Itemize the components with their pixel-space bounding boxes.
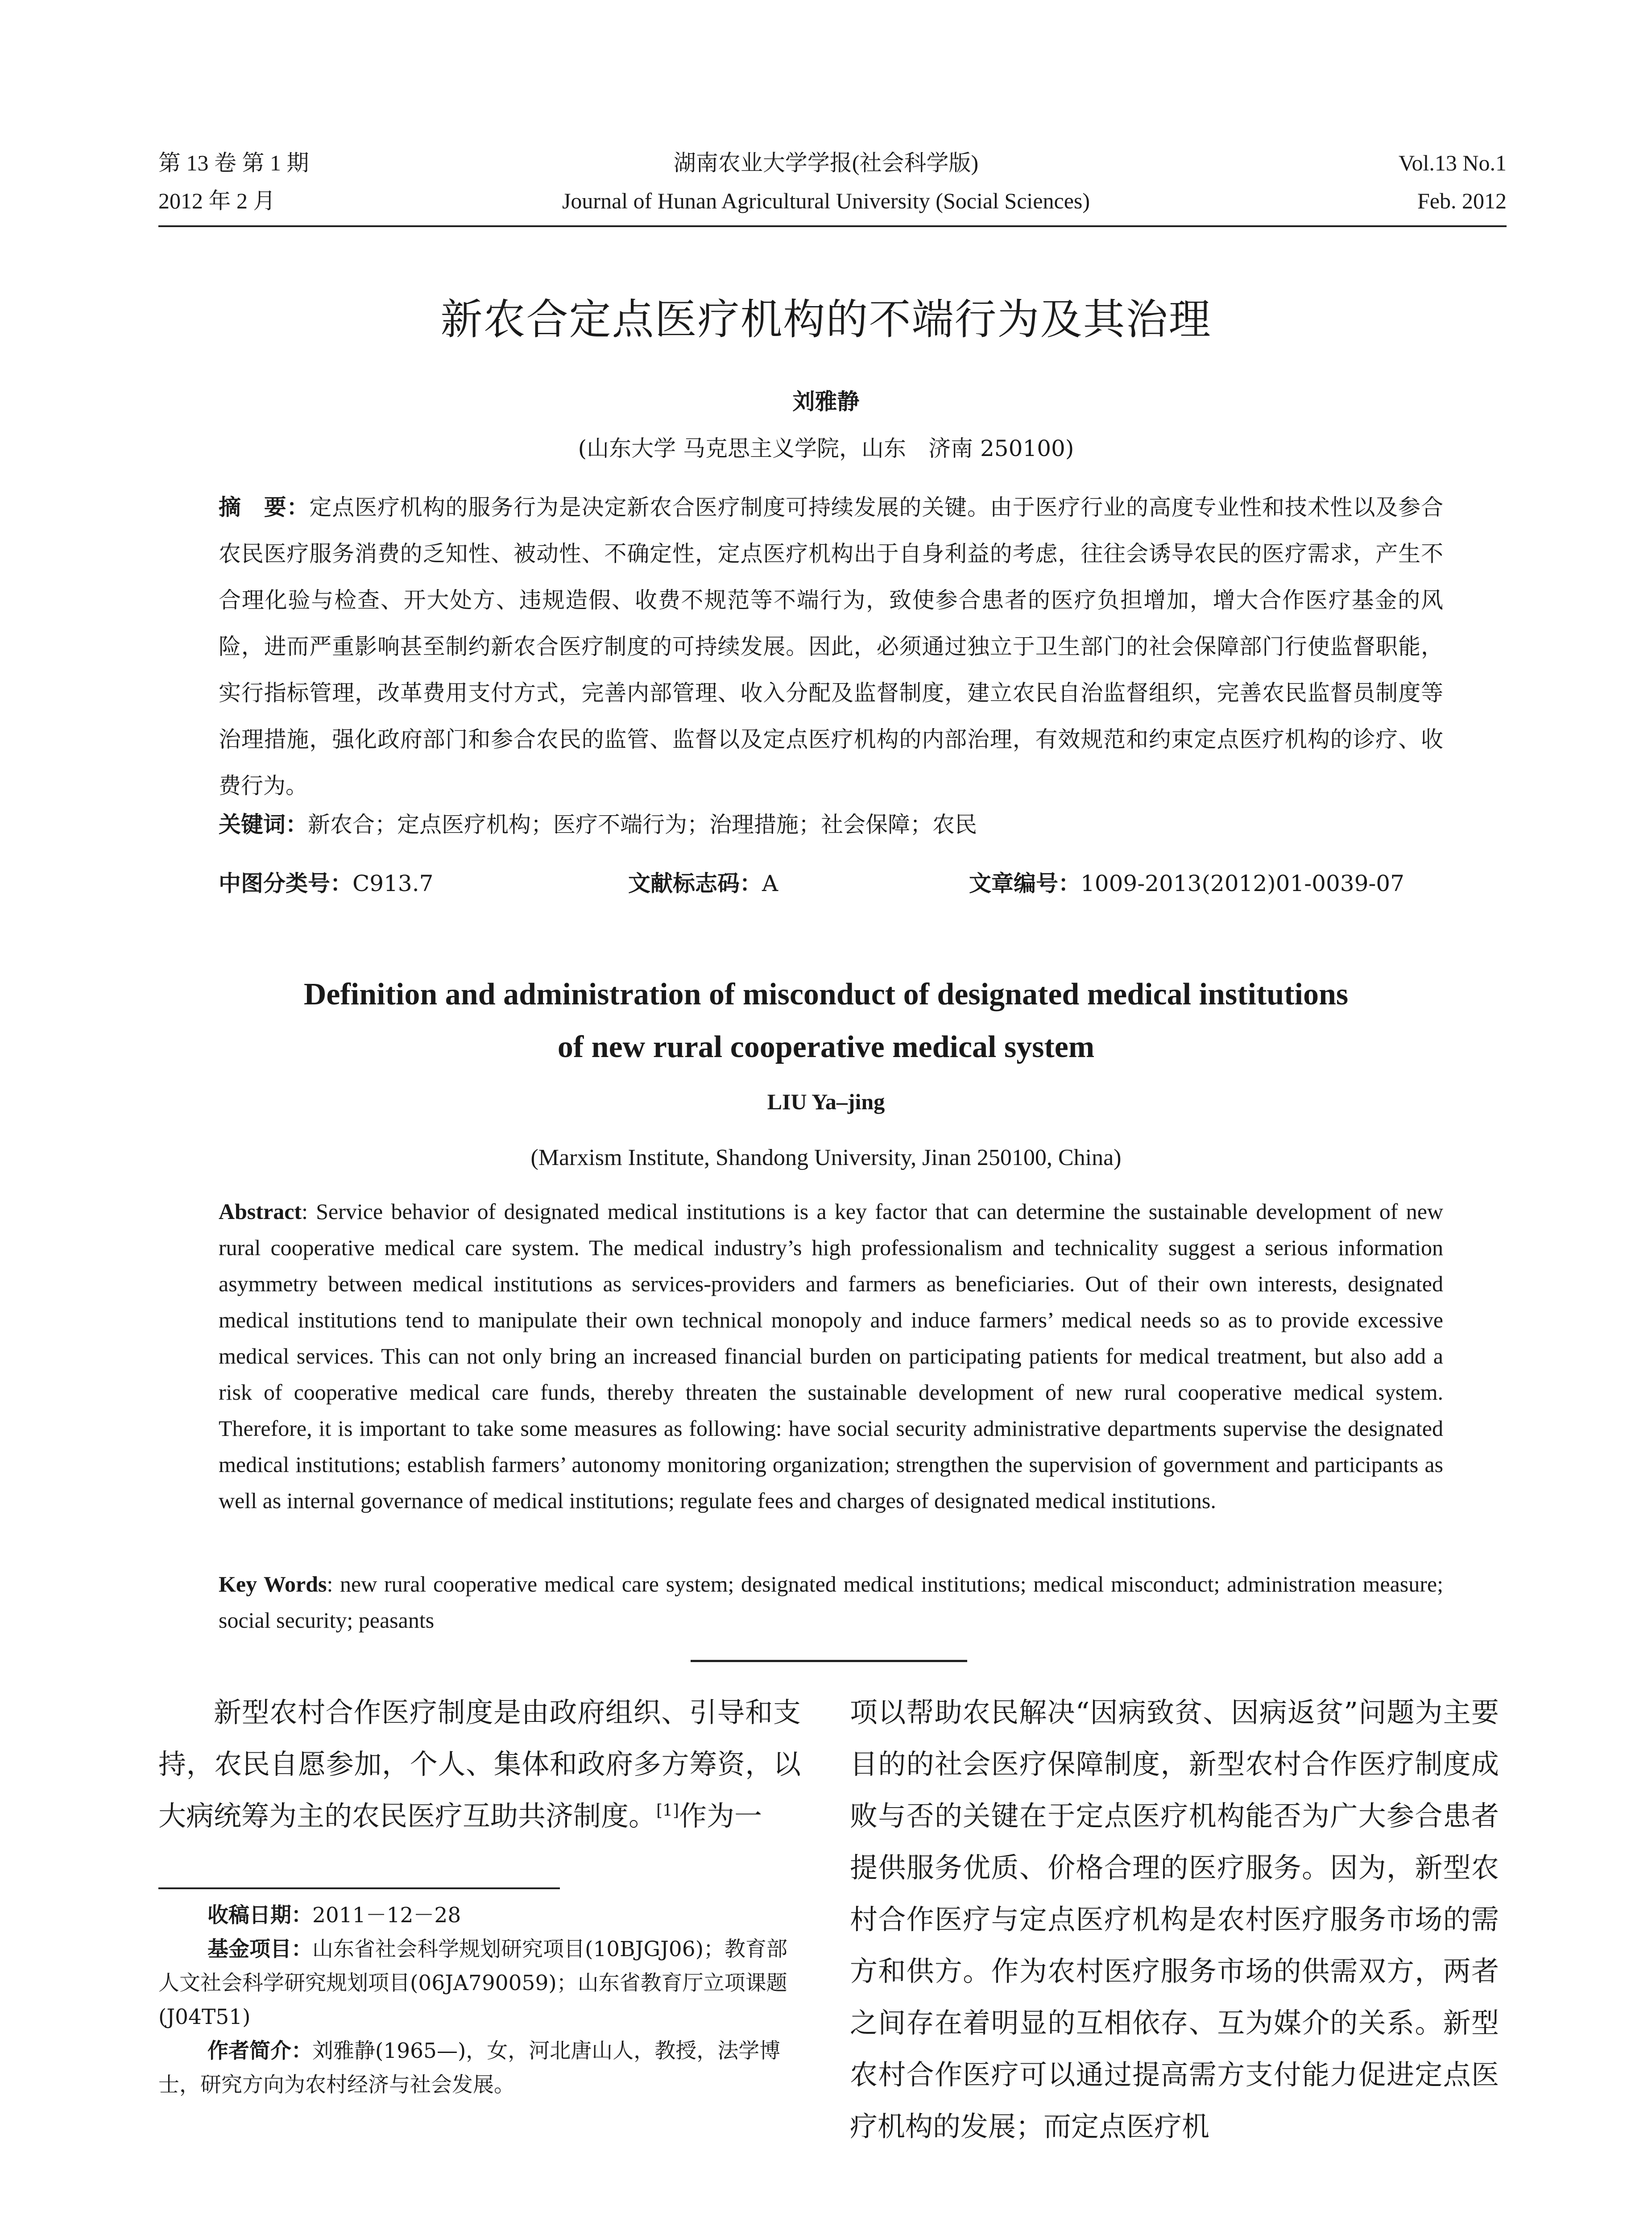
abstract-cn-label: 摘 要： <box>219 494 310 520</box>
body-left-text-cont: 作为一 <box>679 1800 762 1832</box>
header-rule <box>158 225 1507 227</box>
clc-value: C913.7 <box>352 871 434 896</box>
abstract-en-label: Abstract <box>219 1199 302 1224</box>
document-code-value: A <box>762 871 778 896</box>
footnote-rule <box>158 1887 560 1889</box>
bio-label: 作者简介： <box>207 2039 312 2063</box>
clc-number <box>219 866 433 901</box>
affiliation-en: (Marxism Institute, Shandong University, Jinan 250100, China) <box>530 1145 1122 1170</box>
received-value: 2011－12－28 <box>312 1903 461 1928</box>
body-right-column: 项以帮助农民解决“因病致贫、因病返贫”问题为主要目的的社会医疗保障制度，新型农村合作医疗制度成败与否的关键在于定点医疗机构能否为广大参合患者提供服务优质、价格合理的医疗服务。因为，新型农村合作医疗与定点医疗机构是农村医疗服务市场的需方和供方。作为农村医疗服务市场的供需双方，两者之间存在着明显的互相依存、互为媒介的关系。新型农村合作医疗可以通过提高需方支付能力促进定点医疗机构的发展；而定点医疗机 <box>850 1696 1499 2143</box>
article-number-label: 文章编号： <box>969 871 1081 896</box>
citation-ref[interactable]: [1] <box>656 1801 679 1820</box>
abstract-cn <box>219 484 1443 809</box>
section-separator <box>691 1660 967 1662</box>
header-journal-cn: 湖南农业大学学报(社会科学版) <box>673 150 979 175</box>
paper-title-en-line1: Definition and administration of misconduct of designated medical institutions <box>303 977 1349 1012</box>
document-code-label: 文献标志码： <box>628 871 762 896</box>
keywords-en <box>219 1566 1443 1638</box>
keywords-cn-text: 新农合；定点医疗机构；医疗不端行为；治理措施；社会保障；农民 <box>308 812 977 838</box>
author-cn: 刘雅静 <box>792 389 860 415</box>
abstract-en <box>219 1194 1443 1519</box>
keywords-en-text: : new rural cooperative medical care system; designated medical institutions; medical misconduct; administration measure; social security; peasants <box>219 1572 1443 1633</box>
affiliation-cn: (山东大学 马克思主义学院，山东 济南 250100) <box>578 435 1074 461</box>
author-en: LIU Ya–jing <box>767 1089 885 1114</box>
footnote-received <box>158 1899 801 1932</box>
paper-title-en-line2: of new rural cooperative medical system <box>557 1030 1095 1064</box>
body-left-text: 新型农村合作医疗制度是由政府组织、引导和支持，农民自愿参加，个人、集体和政府多方筹资，以大病统筹为主的农民医疗互助共济制度。 <box>158 1696 801 1832</box>
clc-label: 中图分类号： <box>219 871 352 896</box>
footnotes <box>158 1899 801 2102</box>
keywords-cn-label: 关键词： <box>219 812 308 838</box>
header-date-en: Feb. 2012 <box>1417 188 1507 213</box>
header-date-cn: 2012 年 2 月 <box>158 188 276 213</box>
article-number-value: 1009-2013(2012)01-0039-07 <box>1081 871 1404 896</box>
fund-label: 基金项目： <box>207 1937 312 1961</box>
header-journal-en: Journal of Hunan Agricultural University (Social Sciences) <box>562 188 1090 213</box>
body-left-column <box>158 1687 801 1842</box>
footnote-bio <box>158 2034 801 2102</box>
footnote-fund <box>158 1932 801 2034</box>
header-volume-cn: 第 13 卷 第 1 期 <box>158 150 309 175</box>
header-volume-en: Vol.13 No.1 <box>1398 150 1507 175</box>
paper-title-en <box>0 968 1652 1074</box>
bio-value: 刘雅静(1965—)，女，河北唐山人，教授，法学博士，研究方向为农村经济与社会发展。 <box>158 2039 781 2097</box>
abstract-cn-text: 定点医疗机构的服务行为是决定新农合医疗制度可持续发展的关键。由于医疗行业的高度专业性和技术性以及参合农民医疗服务消费的乏知性、被动性、不确定性，定点医疗机构出于自身利益的考虑，往往会诱导农民的医疗需求，产生不合理化验与检查、开大处方、违规造假、收费不规范等不端行为，致使参合患者的医疗负担增加，增大合作医疗基金的风险，进而严重影响甚至制约新农合医疗制度的可持续发展。因此，必须通过独立于卫生部门的社会保障部门行使监督职能，实行指标管理，改革费用支付方式，完善内部管理、收入分配及监督制度，建立农民自治监督组织，完善农民监督员制度等治理措施，强化政府部门和参合农民的监管、监督以及定点医疗机构的内部治理，有效规范和约束定点医疗机构的诊疗、收费行为。 <box>219 494 1444 799</box>
paper-title-cn: 新农合定点医疗机构的不端行为及其治理 <box>440 295 1212 344</box>
abstract-en-text: : Service behavior of designated medical institutions is a key factor that can determine the sustainable development of new rural cooperative medical care system. The medical industry’s high professionalism and technicality suggest a serious information asymmetry between medical institutions as services-providers and farmers as beneficiaries. Out of their own interests, designated medical institutions tend to manipulate their own technical monopoly and induce farmers’ medical needs so as to provide excessive medical services. This can not only bring an increased financial burden on participating patients for medical treatment, but also add a risk of cooperative medical care funds, thereby threaten the sustainable development of new rural cooperative medical system. Therefore, it is important to take some measures as following: have social security administrative departments supervise the designated medical institutions; establish farmers’ autonomy monitoring organization; strengthen the supervision of government and participants as well as internal governance of medical institutions; regulate fees and charges of designated medical institutions. <box>219 1199 1443 1513</box>
fund-value: 山东省社会科学规划研究项目(10BJGJ06)；教育部人文社会科学研究规划项目(06JA790059)；山东省教育厅立项课题(J04T51) <box>158 1937 788 2029</box>
article-number <box>969 866 1404 901</box>
keywords-cn <box>219 807 1443 842</box>
received-label: 收稿日期： <box>207 1903 312 1928</box>
document-code <box>628 866 778 901</box>
keywords-en-label: Key Words <box>219 1572 327 1597</box>
